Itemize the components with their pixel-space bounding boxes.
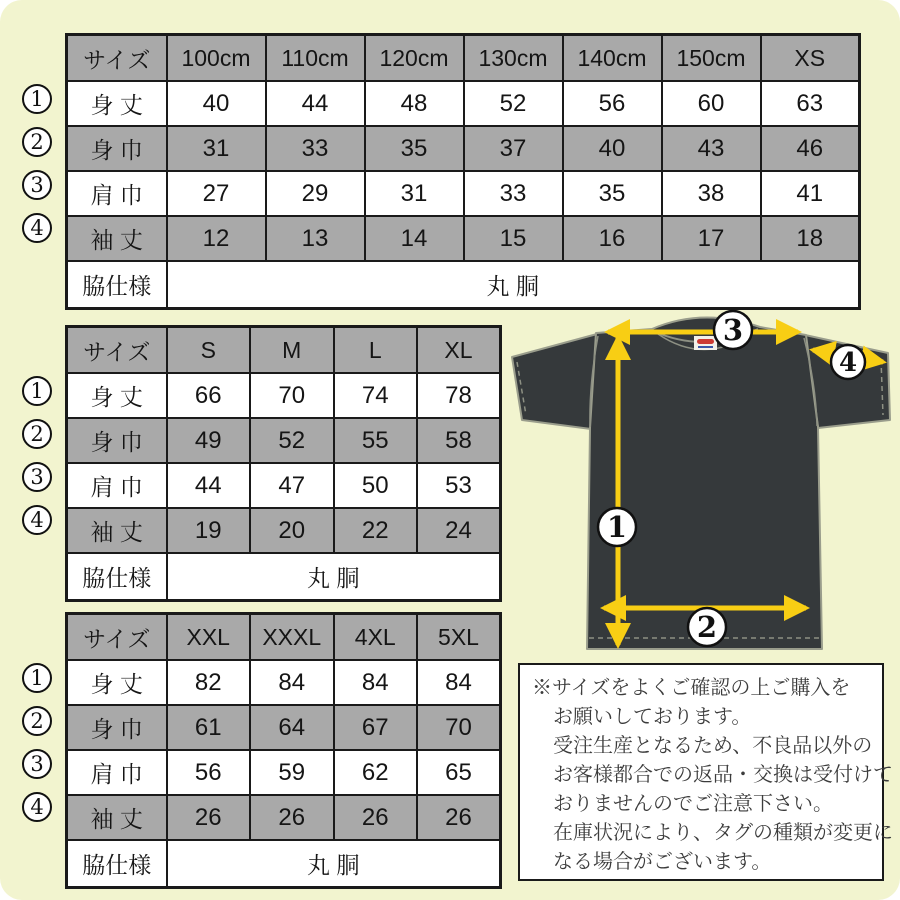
size-column-header: 4XL [334,614,418,661]
measure-2-badge: 2 [22,706,52,736]
size-column-header: L [334,327,418,374]
measure-row [67,750,501,795]
size-column-header: S [167,327,251,374]
measure-row [67,171,860,216]
diagram-badge-1 [598,508,636,546]
tshirt-measure-diagram [500,305,900,665]
notice-line: なる場合がございます。 [553,851,772,873]
measure-value-cell: 60 [662,81,761,126]
measure-4-badge: 4 [22,213,52,243]
measure-value-cell: 48 [365,81,464,126]
measure-row-label: 袖 丈 [67,508,167,553]
measure-value-cell: 40 [167,81,266,126]
measure-value-cell: 18 [761,216,860,261]
measure-value-cell: 74 [334,373,418,418]
measure-row-label: 身 巾 [67,418,167,463]
side-spec-row [67,261,860,309]
side-spec-label: 脇仕様 [67,553,167,601]
side-spec-row [67,553,501,601]
measure-2-badge: 2 [22,127,52,157]
adult-sizes-table [65,325,502,602]
measure-value-cell: 35 [563,171,662,216]
measure-value-cell: 14 [365,216,464,261]
measure-value-cell: 66 [167,373,251,418]
notice-line: お客様都合での返品・交換は受付けて [553,764,893,786]
svg-text:2: 2 [696,610,718,644]
measure-1-badge: 1 [22,663,52,693]
large-sizes-table [65,612,502,889]
measure-value-cell: 47 [250,463,334,508]
measure-value-cell: 58 [417,418,501,463]
measure-value-cell: 27 [167,171,266,216]
notice-line: 受注生産となるため、不良品以外の [553,735,873,757]
measure-value-cell: 29 [266,171,365,216]
measure-value-cell: 15 [464,216,563,261]
notice-line: ※サイズをよくご確認の上ご購入を [532,677,851,699]
size-column-header: 150cm [662,35,761,82]
side-spec-row [67,840,501,888]
measure-value-cell: 33 [266,126,365,171]
side-spec-label: 脇仕様 [67,840,167,888]
side-spec-label: 脇仕様 [67,261,167,309]
kids-sizes-table [65,33,861,310]
measure-value-cell: 24 [417,508,501,553]
notice-line: お願いしております。 [553,706,752,728]
measure-row-label: 肩 巾 [67,750,167,795]
measure-value-cell: 13 [266,216,365,261]
measure-value-cell: 70 [250,373,334,418]
size-header-corner-cell: サイズ [67,614,167,661]
measure-row [67,81,860,126]
measure-value-cell: 26 [250,795,334,840]
diagram-badge-4 [831,345,865,379]
measure-value-cell: 49 [167,418,251,463]
measure-value-cell: 52 [464,81,563,126]
measure-value-cell: 41 [761,171,860,216]
size-column-header: XXXL [250,614,334,661]
left-sleeve [512,334,597,429]
svg-text:1: 1 [606,510,628,544]
measure-value-cell: 31 [365,171,464,216]
measure-value-cell: 46 [761,126,860,171]
measure-value-cell: 55 [334,418,418,463]
measure-row [67,418,501,463]
measure-row-label: 身 巾 [67,126,167,171]
measure-row [67,795,501,840]
size-column-header: M [250,327,334,374]
size-column-header: XL [417,327,501,374]
size-column-header: 110cm [266,35,365,82]
measure-row-label: 身 丈 [67,373,167,418]
measure-value-cell: 35 [365,126,464,171]
measure-value-cell: 70 [417,705,501,750]
measure-value-cell: 84 [417,660,501,705]
measure-row [67,373,501,418]
measure-row-label: 肩 巾 [67,463,167,508]
measure-row-label: 肩 巾 [67,171,167,216]
size-column-header: 120cm [365,35,464,82]
body [587,317,822,649]
measure-value-cell: 16 [563,216,662,261]
measure-value-cell: 67 [334,705,418,750]
measure-value-cell: 65 [417,750,501,795]
measure-value-cell: 61 [167,705,251,750]
size-column-header: 140cm [563,35,662,82]
purchase-notice-box [518,663,893,881]
measure-2-badge: 2 [22,419,52,449]
measure-value-cell: 52 [250,418,334,463]
side-spec-value: 丸 胴 [167,840,501,888]
size-column-header: 130cm [464,35,563,82]
measure-value-cell: 26 [417,795,501,840]
measure-value-cell: 43 [662,126,761,171]
adult-size-table-block [65,325,502,602]
measure-value-cell: 56 [563,81,662,126]
measure-value-cell: 78 [417,373,501,418]
measure-row [67,508,501,553]
measure-4-badge: 4 [22,792,52,822]
measure-value-cell: 38 [662,171,761,216]
measure-value-cell: 53 [417,463,501,508]
measure-row [67,660,501,705]
measure-row [67,216,860,261]
size-column-header: XXL [167,614,251,661]
side-spec-value: 丸 胴 [167,261,860,309]
measure-value-cell: 33 [464,171,563,216]
measure-value-cell: 56 [167,750,251,795]
measure-1-badge: 1 [22,84,52,114]
side-spec-value: 丸 胴 [167,553,501,601]
measure-1-badge: 1 [22,376,52,406]
large-size-table-block [65,612,502,889]
measure-value-cell: 63 [761,81,860,126]
measure-value-cell: 84 [334,660,418,705]
measure-value-cell: 26 [334,795,418,840]
size-column-header: 100cm [167,35,266,82]
measure-row-label: 袖 丈 [67,216,167,261]
measure-value-cell: 59 [250,750,334,795]
measure-row-label: 身 丈 [67,660,167,705]
measure-4-badge: 4 [22,505,52,535]
size-column-header: 5XL [417,614,501,661]
size-header-corner-cell: サイズ [67,35,167,82]
measure-value-cell: 50 [334,463,418,508]
notice-line: おりませんのでご注意下さい。 [553,793,833,815]
measure-value-cell: 20 [250,508,334,553]
measure-value-cell: 12 [167,216,266,261]
measure-row-label: 袖 丈 [67,795,167,840]
measure-3-badge: 3 [22,462,52,492]
svg-text:4: 4 [838,348,858,378]
measure-value-cell: 37 [464,126,563,171]
measure-value-cell: 64 [250,705,334,750]
measure-value-cell: 26 [167,795,251,840]
measure-row [67,463,501,508]
diagram-badge-2 [688,608,726,646]
measure-value-cell: 44 [266,81,365,126]
svg-text:3: 3 [722,313,744,347]
size-header-corner-cell: サイズ [67,327,167,374]
size-column-header: XS [761,35,860,82]
measure-value-cell: 62 [334,750,418,795]
measure-row-label: 身 巾 [67,705,167,750]
notice-line: 在庫状況により、タグの種類が変更に [553,822,893,844]
measure-value-cell: 40 [563,126,662,171]
measure-3-badge: 3 [22,170,52,200]
measure-value-cell: 84 [250,660,334,705]
brand-tag [694,336,717,350]
measure-value-cell: 22 [334,508,418,553]
measure-value-cell: 19 [167,508,251,553]
measure-row [67,705,501,750]
measure-value-cell: 17 [662,216,761,261]
measure-value-cell: 31 [167,126,266,171]
measure-row [67,126,860,171]
measure-value-cell: 44 [167,463,251,508]
measure-3-badge: 3 [22,749,52,779]
measure-value-cell: 82 [167,660,251,705]
diagram-badge-3 [714,311,752,349]
measure-row-label: 身 丈 [67,81,167,126]
kids-size-table-block [65,33,861,310]
